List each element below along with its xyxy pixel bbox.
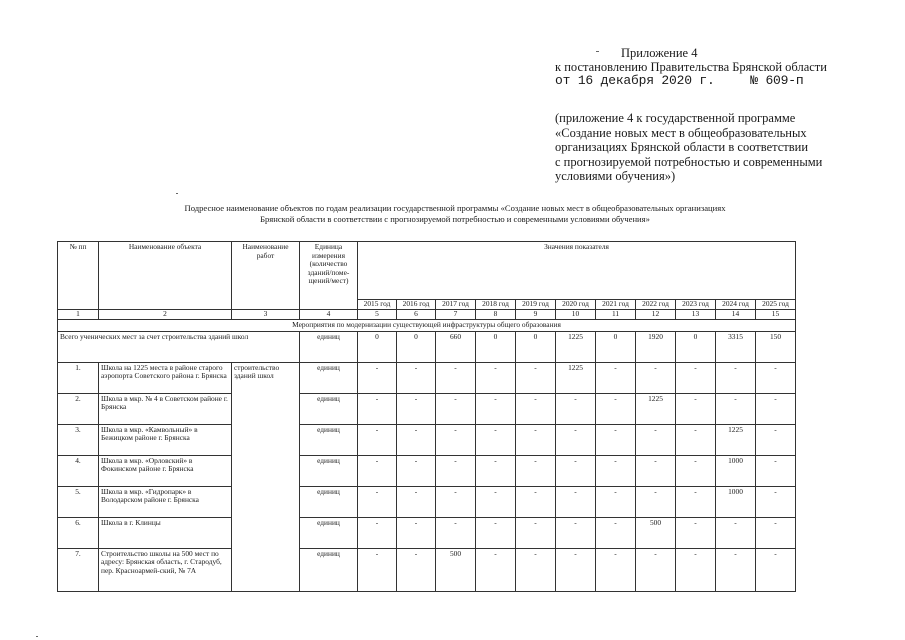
row-unit: единиц: [300, 548, 358, 591]
column-number: 10: [556, 310, 596, 320]
note-line: (приложение 4 к государственной программе: [555, 111, 796, 125]
row-value: -: [756, 362, 796, 393]
row-value: 1225: [716, 424, 756, 455]
header-values: Значения показателя: [358, 242, 796, 300]
row-unit: единиц: [300, 362, 358, 393]
scan-speck: [596, 51, 599, 52]
row-value: -: [516, 486, 556, 517]
header-work: Наименование работ: [232, 242, 300, 310]
year-header: 2019 год: [516, 300, 556, 310]
row-value: -: [556, 517, 596, 548]
row-value: -: [556, 548, 596, 591]
title-line: Брянской области в соответствии с прогнозируемой потребностью и современными условиями обучения»: [260, 214, 650, 224]
row-value: 500: [636, 517, 676, 548]
total-value: 0: [596, 331, 636, 362]
row-value: -: [397, 393, 436, 424]
column-number: 11: [596, 310, 636, 320]
year-header: 2021 год: [596, 300, 636, 310]
row-value: -: [476, 424, 516, 455]
row-value: -: [636, 362, 676, 393]
total-value: 150: [756, 331, 796, 362]
header-name: Наименование объекта: [99, 242, 232, 310]
row-value: -: [516, 362, 556, 393]
row-value: -: [756, 486, 796, 517]
total-unit: единиц: [300, 331, 358, 362]
row-value: -: [397, 548, 436, 591]
row-value: -: [358, 424, 397, 455]
row-value: -: [756, 424, 796, 455]
section-title: Мероприятия по модернизации существующей инфраструктуры общего образования: [58, 320, 796, 332]
total-value: 1225: [556, 331, 596, 362]
program-note: [555, 111, 875, 184]
work-type: строительство зданий школ: [232, 362, 300, 591]
row-value: -: [516, 517, 556, 548]
column-number: 9: [516, 310, 556, 320]
note-line: с прогнозируемой потребностью и современными: [555, 154, 823, 169]
object-name: Школа в мкр. «Гидропарк» в Володарском районе г. Брянска: [99, 486, 232, 517]
year-header: 2016 год: [397, 300, 436, 310]
row-number: 7.: [58, 548, 99, 591]
row-value: -: [676, 455, 716, 486]
year-header: 2018 год: [476, 300, 516, 310]
year-header: 2025 год: [756, 300, 796, 310]
row-value: -: [596, 455, 636, 486]
row-value: -: [716, 517, 756, 548]
row-value: -: [756, 455, 796, 486]
row-value: -: [556, 393, 596, 424]
row-value: -: [596, 362, 636, 393]
table-row: [58, 517, 796, 548]
scan-speck: [176, 193, 178, 194]
column-number: 7: [436, 310, 476, 320]
column-number: 3: [232, 310, 300, 320]
row-value: -: [756, 548, 796, 591]
row-value: -: [756, 517, 796, 548]
table-row: [58, 393, 796, 424]
row-value: -: [676, 362, 716, 393]
row-value: -: [716, 393, 756, 424]
row-value: -: [676, 424, 716, 455]
row-value: -: [476, 517, 516, 548]
appendix-title: Приложение 4: [621, 46, 698, 60]
row-value: -: [358, 393, 397, 424]
row-number: 4.: [58, 455, 99, 486]
total-value: 0: [358, 331, 397, 362]
row-value: -: [397, 424, 436, 455]
note-line: организациях Брянской области в соответствии: [555, 140, 809, 154]
row-value: -: [436, 393, 476, 424]
column-number: 13: [676, 310, 716, 320]
row-value: -: [516, 424, 556, 455]
object-name: Строительство школы на 500 мест по адресу: Брянская область, г. Стародуб, пер. Красноармей-ский, № 7А: [99, 548, 232, 591]
object-name: Школа в г. Клинцы: [99, 517, 232, 548]
row-value: -: [358, 517, 397, 548]
total-value: 660: [436, 331, 476, 362]
row-value: -: [516, 455, 556, 486]
row-value: -: [756, 393, 796, 424]
row-unit: единиц: [300, 393, 358, 424]
decree-date: 16 декабря 2020 г.: [577, 73, 715, 88]
row-value: -: [358, 548, 397, 591]
row-value: -: [516, 393, 556, 424]
row-value: -: [676, 517, 716, 548]
row-value: -: [596, 424, 636, 455]
row-value: -: [358, 362, 397, 393]
header-num: № пп: [58, 242, 99, 310]
row-value: -: [596, 517, 636, 548]
column-number: 15: [756, 310, 796, 320]
note-line: условиями обучения»): [555, 169, 676, 183]
column-number: 6: [397, 310, 436, 320]
object-name: Школа в мкр. № 4 в Советском районе г. Брянска: [99, 393, 232, 424]
table-row: [58, 548, 796, 591]
row-value: -: [436, 424, 476, 455]
row-value: -: [556, 424, 596, 455]
appendix-decree: к постановлению Правительства Брянской области: [555, 60, 827, 74]
row-value: -: [397, 486, 436, 517]
total-label: Всего ученических мест за счет строительства зданий школ: [58, 331, 300, 362]
year-header: 2023 год: [676, 300, 716, 310]
row-value: -: [676, 548, 716, 591]
header-unit: Единица измерения (количество зданий/поме-щений/мест): [300, 242, 358, 310]
total-value: 3315: [716, 331, 756, 362]
row-value: -: [596, 393, 636, 424]
column-number: 8: [476, 310, 516, 320]
title-line: Подресное наименование объектов по годам реализации государственной программы «Создание новых мест в общеобразовательных организациях: [184, 203, 726, 213]
total-value: 1920: [636, 331, 676, 362]
total-value: 0: [476, 331, 516, 362]
row-value: -: [556, 455, 596, 486]
decree-number: № 609-п: [750, 73, 804, 88]
date-prefix: от: [555, 73, 571, 88]
table-row: [58, 455, 796, 486]
document-title: [60, 203, 850, 225]
row-value: -: [476, 455, 516, 486]
objects-table: [57, 241, 796, 592]
column-number: 2: [99, 310, 232, 320]
table-row: [58, 486, 796, 517]
row-value: -: [436, 455, 476, 486]
total-value: 0: [397, 331, 436, 362]
table-row: [58, 424, 796, 455]
row-value: -: [556, 486, 596, 517]
row-value: -: [358, 455, 397, 486]
row-value: 1225: [556, 362, 596, 393]
row-value: -: [397, 362, 436, 393]
column-number: 14: [716, 310, 756, 320]
total-row: [58, 331, 796, 362]
row-value: 1000: [716, 486, 756, 517]
row-number: 3.: [58, 424, 99, 455]
object-name: Школа на 1225 места в районе старого аэропорта Советского района г. Брянска: [99, 362, 232, 393]
object-name: Школа в мкр. «Камвольный» в Бежицком районе г. Брянска: [99, 424, 232, 455]
year-header: 2020 год: [556, 300, 596, 310]
column-number: 5: [358, 310, 397, 320]
row-unit: единиц: [300, 455, 358, 486]
object-name: Школа в мкр. «Орловский» в Фокинском районе г. Брянска: [99, 455, 232, 486]
row-unit: единиц: [300, 424, 358, 455]
column-number: 1: [58, 310, 99, 320]
row-unit: единиц: [300, 517, 358, 548]
row-value: -: [596, 548, 636, 591]
row-value: -: [358, 486, 397, 517]
row-value: -: [716, 548, 756, 591]
note-line: «Создание новых мест в общеобразовательных: [555, 125, 807, 140]
row-unit: единиц: [300, 486, 358, 517]
row-value: -: [596, 486, 636, 517]
row-value: -: [436, 517, 476, 548]
scan-speck: [36, 636, 38, 637]
row-value: -: [636, 455, 676, 486]
row-value: -: [476, 393, 516, 424]
row-value: -: [436, 486, 476, 517]
row-value: -: [397, 455, 436, 486]
row-number: 2.: [58, 393, 99, 424]
row-value: -: [397, 517, 436, 548]
row-value: 1225: [636, 393, 676, 424]
row-number: 5.: [58, 486, 99, 517]
row-value: -: [676, 393, 716, 424]
row-value: -: [716, 362, 756, 393]
row-value: -: [476, 486, 516, 517]
row-value: -: [476, 362, 516, 393]
decree-date-line: [555, 74, 875, 88]
row-value: -: [516, 548, 556, 591]
row-value: -: [636, 486, 676, 517]
column-number: 12: [636, 310, 676, 320]
row-value: -: [436, 362, 476, 393]
total-value: 0: [516, 331, 556, 362]
row-number: 1.: [58, 362, 99, 393]
column-number: 4: [300, 310, 358, 320]
row-number: 6.: [58, 517, 99, 548]
year-header: 2024 год: [716, 300, 756, 310]
year-header: 2017 год: [436, 300, 476, 310]
row-value: 500: [436, 548, 476, 591]
year-header: 2015 год: [358, 300, 397, 310]
row-value: 1000: [716, 455, 756, 486]
row-value: -: [676, 486, 716, 517]
row-value: -: [636, 424, 676, 455]
row-value: -: [636, 548, 676, 591]
year-header: 2022 год: [636, 300, 676, 310]
total-value: 0: [676, 331, 716, 362]
row-value: -: [476, 548, 516, 591]
table-row: [58, 362, 796, 393]
appendix-header: [555, 46, 875, 88]
